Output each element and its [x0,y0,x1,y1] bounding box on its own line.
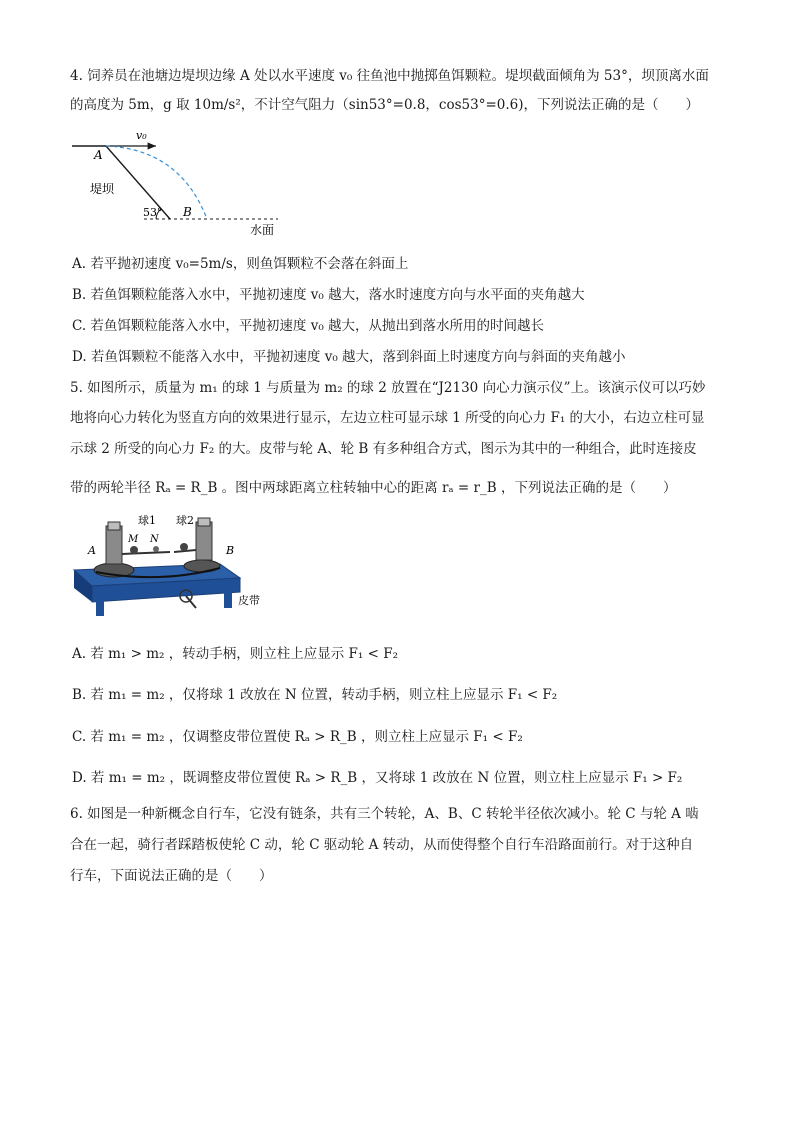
right-column [196,522,212,560]
q4-option-c: C. 若鱼饵颗粒能落入水中，平抛初速度 v₀ 越大，从抛出到落水所用的时间越长 [72,318,545,334]
q6-stem-line-3: 行车，下面说法正确的是（ ） [70,868,273,884]
q6-stem-line-1: 6. 如图是一种新概念自行车，它没有链条，共有三个转轮，A、B、C 转轮半径依次减小。轮 C 与轮 A 啮 [70,806,699,822]
q5-stem-line-4: 带的两轮半径 Rₐ = R_B 。图中两球距离立柱转轴中心的距离 rₐ = r_B ，下列说法正确的是（ ） [70,480,677,496]
v0-label: v₀ [136,129,147,142]
ball-2 [180,543,188,551]
q4-option-d: D. 若鱼饵颗粒不能落入水中，平抛初速度 v₀ 越大，落到斜面上时速度方向与斜面的夹角越小 [72,349,626,365]
water-label: 水面 [250,223,275,237]
q5-option-a: A. 若 m₁ > m₂ ，转动手柄，则立柱上应显示 F₁ < F₂ [72,646,398,662]
q5-stem-line-3: 示球 2 所受的向心力 F₂ 的大。皮带与轮 A、轮 B 有多种组合方式，图示为其中的一种组合，此时连接皮 [70,441,697,457]
left-column [106,526,122,564]
apparatus-leg-right [224,590,232,608]
q4-dam-figure [70,125,285,240]
ball-1 [130,546,138,554]
position-m-label: M [128,534,139,545]
q4-option-a: A. 若平抛初速度 v₀=5m/s，则鱼饵颗粒不会落在斜面上 [72,256,409,272]
wheel-a-label: A [88,544,96,557]
q4-stem-line-2: 的高度为 5m，g 取 10m/s²，不计空气阻力（sin53°=0.8，cos53°=0.6)，下列说法正确的是（ ） [70,97,700,113]
q5-option-d: D. 若 m₁ = m₂ ，既调整皮带位置使 Rₐ > R_B ，又将球 1 改放在 N 位置，则立柱上应显示 F₁ > F₂ [72,770,683,786]
q5-stem-line-2: 地将向心力转化为竖直方向的效果进行显示，左边立柱可显示球 1 所受的向心力 F₁ 的大小，右边立柱可显 [70,410,705,426]
q5-option-c: C. 若 m₁ = m₂ ，仅调整皮带位置使 Rₐ > R_B ，则立柱上应显示 F₁ < F₂ [72,729,523,745]
ball-2-label: 球2 [176,514,194,527]
dam-label: 堤坝 [90,182,115,196]
left-column-cap [108,522,120,530]
q5-option-b: B. 若 m₁ = m₂ ，仅将球 1 改放在 N 位置，转动手柄，则立柱上应显示 F₁ < F₂ [72,687,558,703]
ball-n-position [153,546,159,552]
q6-stem-line-2: 合在一起，骑行者踩踏板使轮 C 动，轮 C 驱动轮 A 转动，从而使得整个自行车沿路面前行。对于这种自 [70,837,694,853]
q5-apparatus-figure [70,512,270,622]
right-column-cap [198,518,210,526]
position-n-label: N [150,534,159,545]
point-b-label: B [183,205,192,219]
belt-label: 皮带 [238,594,260,607]
q4-stem-line-1: 4. 饲养员在池塘边堤坝边缘 A 处以水平速度 v₀ 往鱼池中抛掷鱼饵颗粒。堤坝截面倾角为 53°，坝顶离水面 [70,68,709,84]
q4-option-b: B. 若鱼饵颗粒能落入水中，平抛初速度 v₀ 越大，落水时速度方向与水平面的夹角越大 [72,287,585,303]
ball-1-label: 球1 [138,514,156,527]
q5-stem-line-1: 5. 如图所示，质量为 m₁ 的球 1 与质量为 m₂ 的球 2 放置在“J2130 向心力演示仪”上。该演示仪可以巧妙 [70,380,706,396]
left-arm [122,552,170,554]
apparatus-leg-left [96,600,104,616]
angle-label: 53° [143,206,163,219]
point-a-label: A [94,148,103,162]
wheel-b-label: B [226,544,235,557]
